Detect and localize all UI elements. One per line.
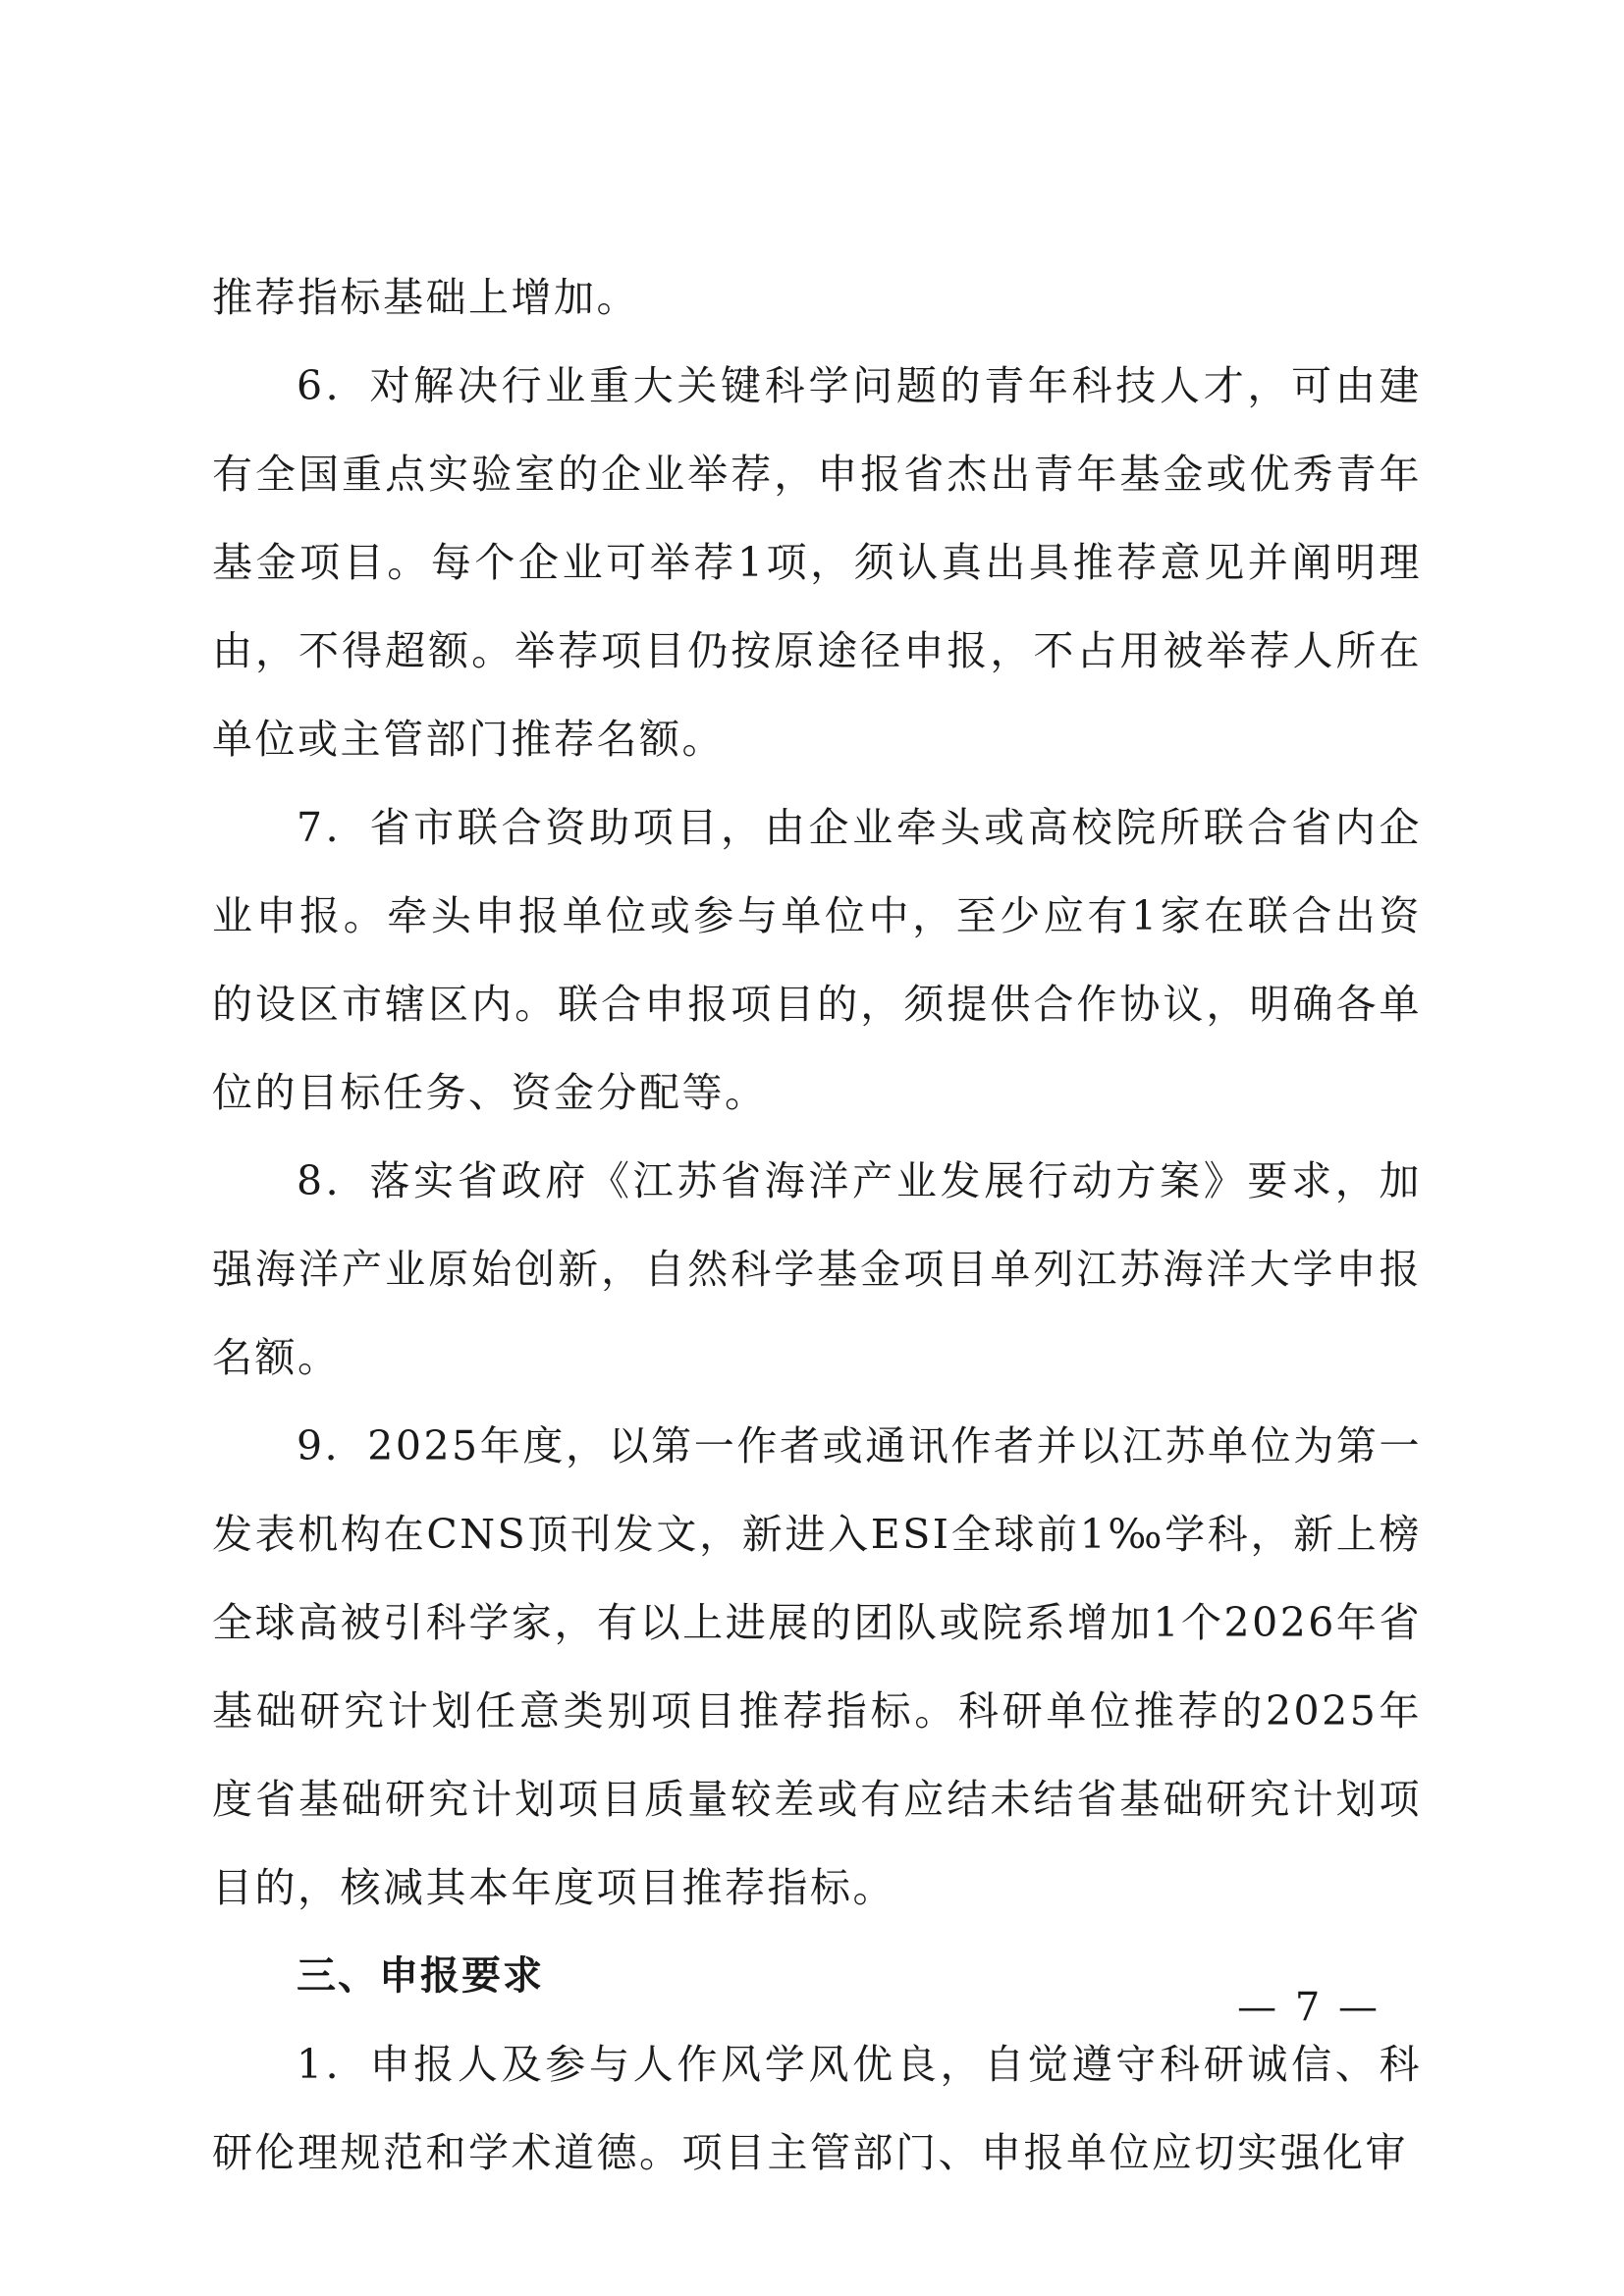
paragraph-item-9: 9．2025年度，以第一作者或通讯作者并以江苏单位为第一发表机构在CNS顶刊发文，新进入ESI全球前1‰学科，新上榜全球高被引科学家，有以上进展的团队或院系增加1个2026年省基础研究计划任意类别项目推荐指标。科研单位推荐的2025年度省基础研究计划项目质量较差或有应结未结省基础研究计划项目的，核减其本年度项目推荐指标。 xyxy=(212,1422,1422,1911)
paragraph-continuation: 推荐指标基础上增加。 xyxy=(212,274,639,321)
paragraph-item-7: 7．省市联合资助项目，由企业牵头或高校院所联合省内企业申报。牵头申报单位或参与单位中，至少应有1家在联合出资的设区市辖区内。联合申报项目的，须提供合作协议，明确各单位的目标任务、资金分配等。 xyxy=(212,804,1422,1116)
paragraph-requirement-1: 1．申报人及参与人作风学风优良，自觉遵守科研诚信、科研伦理规范和学术道德。项目主管部门、申报单位应切实强化审 xyxy=(212,2041,1422,2176)
paragraph-item-6: 6．对解决行业重大关键科学问题的青年科技人才，可由建有全国重点实验室的企业举荐，申报省杰出青年基金或优秀青年基金项目。每个企业可举荐1项，须认真出具推荐意见并阐明理由，不得超额。举荐项目仍按原途径申报，不占用被举荐人所在单位或主管部门推荐名额。 xyxy=(212,362,1422,763)
page-number: — 7 — xyxy=(1237,1985,1380,2030)
document-body xyxy=(212,253,1422,2197)
section-heading: 三、申报要求 xyxy=(297,1953,544,1999)
paragraph-item-8: 8．落实省政府《江苏省海洋产业发展行动方案》要求，加强海洋产业原始创新，自然科学基金项目单列江苏海洋大学申报名额。 xyxy=(212,1157,1422,1381)
